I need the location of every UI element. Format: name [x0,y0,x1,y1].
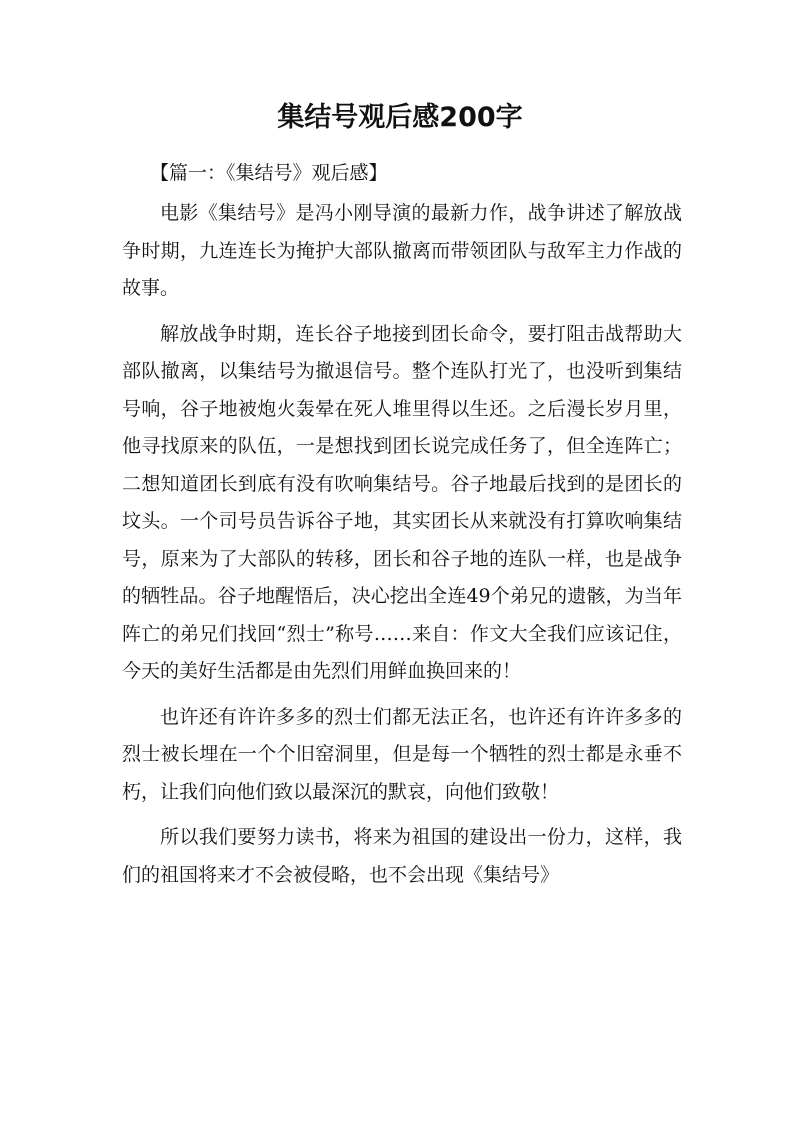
section-heading: 【篇一：《集结号》观后感】 [150,162,388,184]
paragraph: 解放战争时期，连长谷子地接到团长命令，要打阻击战帮助大部队撤离，以集结号为撤退信号。整个连队打光了，也没听到集结号响，谷子地被炮火轰晕在死人堆里得以生还。之后漫长岁月里，他寻找原来的队伍，一是想找到团长说完成任务了，但全连阵亡；二想知道团长到底有没有吹响集结号。谷子地最后找到的是团长的坟头。一个司号员告诉谷子地，其实团长从来就没有打算吹响集结号，原来为了大部队的转移，团长和谷子地的连队一样，也是战争的牺牲品。谷子地醒悟后，决心挖出全连49个弟兄的遗骸，为当年阵亡的弟兄们找回“烈士”称号……来自：作文大全我们应该记住，今天的美好生活都是由先烈们用鲜血换回来的！ [122,322,682,682]
paragraph: 所以我们要努力读书，将来为祖国的建设出一份力，这样，我们的祖国将来才不会被侵略，也不会出现《集结号》 [122,826,682,886]
document-body [122,195,682,902]
paragraph: 也许还有许许多多的烈士们都无法正名，也许还有许许多多的烈士被长埋在一个个旧窑洞里，但是每一个牺牲的烈士都是永垂不朽，让我们向他们致以最深沉的默哀，向他们致敬！ [122,705,682,803]
document-title: 集结号观后感200字 [277,102,523,133]
paragraph: 电影《集结号》是冯小刚导演的最新力作，战争讲述了解放战争时期，九连连长为掩护大部队撤离而带领团队与敌军主力作战的故事。 [122,202,682,299]
